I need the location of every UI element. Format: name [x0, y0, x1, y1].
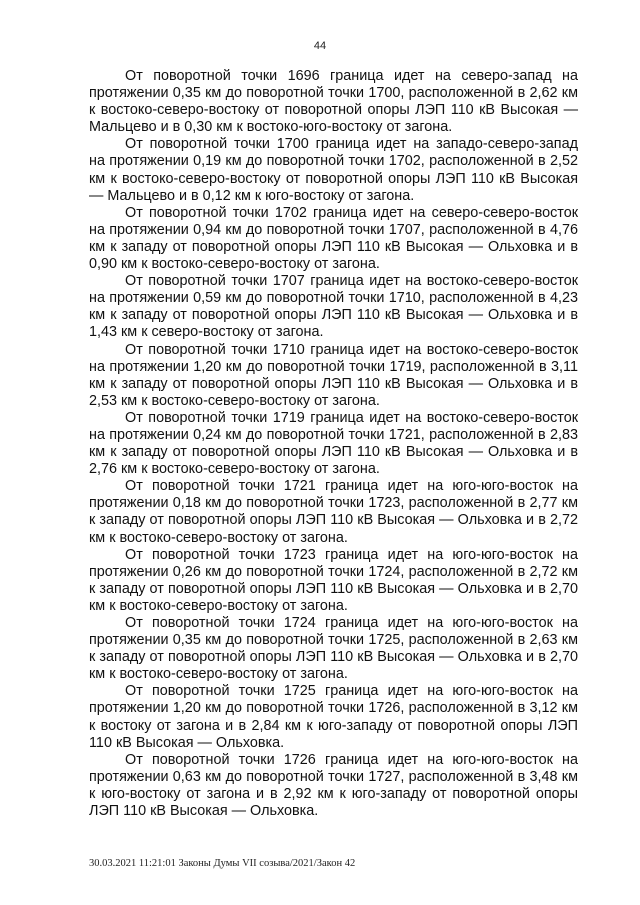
paragraph: От поворотной точки 1726 граница идет на юго-юго-восток на протяжении 0,63 км до поворотной точки 1727, расположенной в 3,48 км к юго-востоку от загона и в 2,92 км к юго-западу от поворотной опоры ЛЭП 110 кВ Высокая — Ольховка.: [89, 751, 578, 820]
document-footer: 30.03.2021 11:21:01 Законы Думы VII созыва/2021/Закон 42: [89, 858, 356, 869]
document-body: [89, 68, 578, 820]
paragraph: От поворотной точки 1719 граница идет на востоко-северо-восток на протяжении 0,24 км до поворотной точки 1721, расположенной в 2,83 км к западу от поворотной опоры ЛЭП 110 кВ Высокая — Ольховка и в 2,76 км к востоко-северо-востоку от загона.: [89, 409, 578, 478]
paragraph: От поворотной точки 1723 граница идет на юго-юго-восток на протяжении 0,26 км до поворотной точки 1724, расположенной в 2,72 км к западу от поворотной опоры ЛЭП 110 кВ Высокая — Ольховка и в 2,70 км к востоко-северо-востоку от загона.: [89, 546, 578, 614]
page-number: 44: [313, 40, 327, 52]
paragraph: От поворотной точки 1696 граница идет на северо-запад на протяжении 0,35 км до поворотной точки 1700, расположенной в 2,62 км к востоко-северо-востоку от поворотной опоры ЛЭП 110 кВ Высокая — Мальцево и в 0,30 км к востоко-юго-востоку от загона.: [89, 68, 578, 136]
paragraph: От поворотной точки 1710 граница идет на востоко-северо-восток на протяжении 1,20 км до поворотной точки 1719, расположенной в 3,11 км к западу от поворотной опоры ЛЭП 110 кВ Высокая — Ольховка и в 2,53 км к востоко-северо-востоку от загона.: [89, 341, 578, 409]
paragraph: От поворотной точки 1702 граница идет на северо-северо-восток на протяжении 0,94 км до поворотной точки 1707, расположенной в 4,76 км к западу от поворотной опоры ЛЭП 110 кВ Высокая — Ольховка и в 0,90 км к востоко-северо-востоку от загона.: [89, 204, 578, 273]
paragraph: От поворотной точки 1724 граница идет на юго-юго-восток на протяжении 0,35 км до поворотной точки 1725, расположенной в 2,63 км к западу от поворотной опоры ЛЭП 110 кВ Высокая — Ольховка и в 2,70 км к востоко-северо-востоку от загона.: [89, 615, 578, 683]
paragraph: От поворотной точки 1725 граница идет на юго-юго-восток на протяжении 1,20 км до поворотной точки 1726, расположенной в 3,12 км к востоку от загона и в 2,84 км к юго-западу от поворотной опоры ЛЭП 110 кВ Высокая — Ольховка.: [89, 683, 578, 751]
paragraph: От поворотной точки 1707 граница идет на востоко-северо-восток на протяжении 0,59 км до поворотной точки 1710, расположенной в 4,23 км к западу от поворотной опоры ЛЭП 110 кВ Высокая — Ольховка и в 1,43 км к северо-востоку от загона.: [89, 273, 578, 341]
paragraph: От поворотной точки 1721 граница идет на юго-юго-восток на протяжении 0,18 км до поворотной точки 1723, расположенной в 2,77 км к западу от поворотной опоры ЛЭП 110 кВ Высокая — Ольховка и в 2,72 км к востоко-северо-востоку от загона.: [89, 478, 578, 546]
paragraph: От поворотной точки 1700 граница идет на западо-северо-запад на протяжении 0,19 км до поворотной точки 1702, расположенной в 2,52 км к востоко-северо-востоку от поворотной опоры ЛЭП 110 кВ Высокая — Мальцево и в 0,12 км к юго-востоку от загона.: [89, 136, 578, 204]
